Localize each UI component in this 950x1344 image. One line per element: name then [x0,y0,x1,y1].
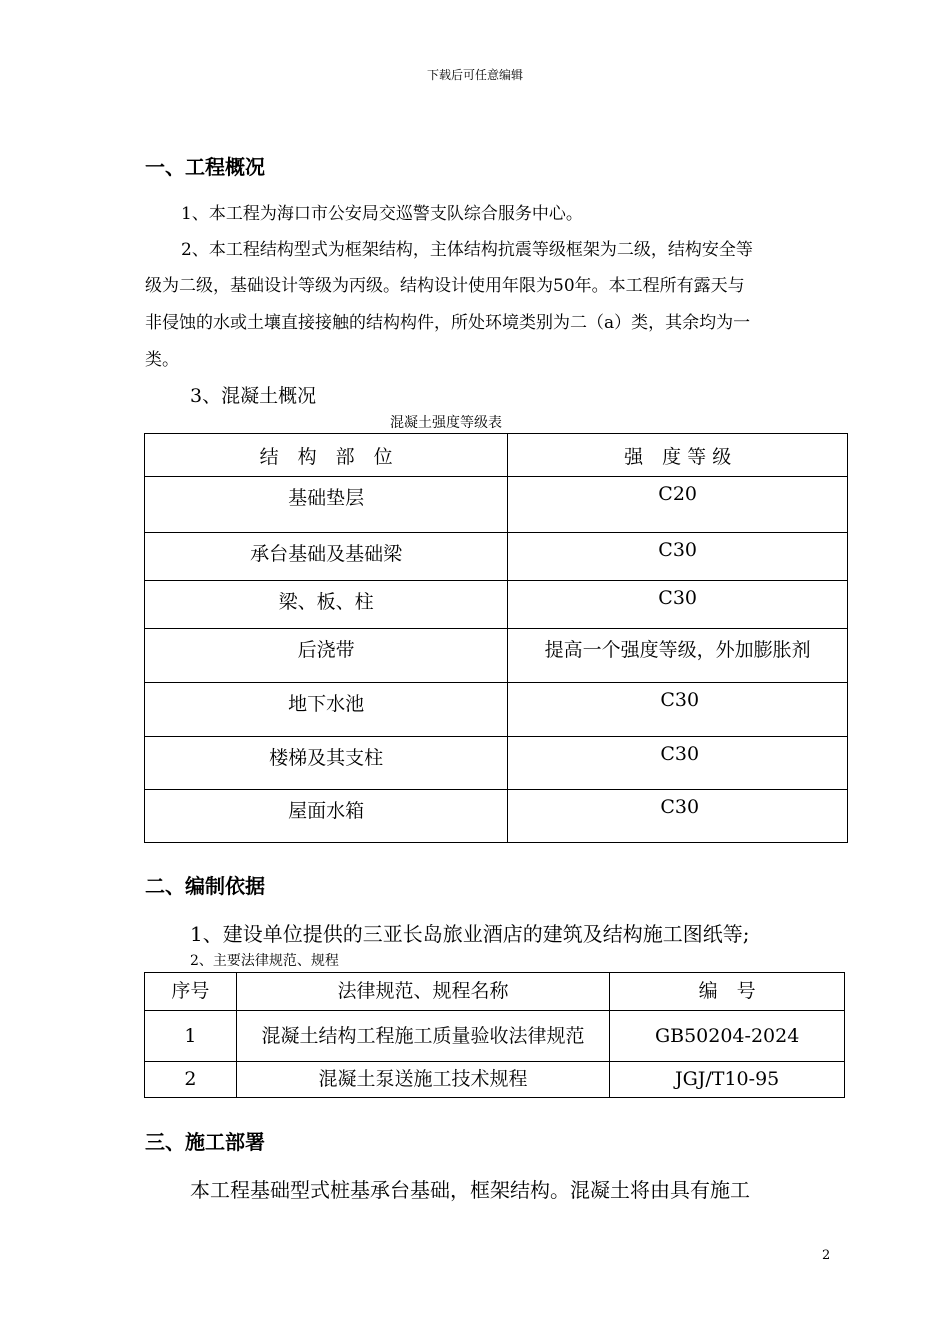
table1-cell-grade: C30 [508,737,848,790]
concrete-strength-table [144,433,848,843]
section1-item1: 1、本工程为海口市公安局交巡警支队综合服务中心。 [181,204,583,224]
page-header: 下载后可任意编辑 [426,68,523,82]
section1-item2-line4: 类。 [145,350,179,370]
table2-header-name: 法律规范、规程名称 [236,973,609,1011]
table-row [145,477,848,533]
section1-item2-line3: 非侵蚀的水或土壤直接接触的结构构件，所处环境类别为二（a）类，其余均为一 [145,313,751,333]
table2-header-index: 序号 [145,973,237,1011]
table-row [145,1011,845,1062]
section3-paragraph: 本工程基础型式桩基承台基础，框架结构。混凝土将由具有施工 [190,1178,750,1202]
table2-cell-index: 2 [145,1062,237,1098]
table1-cell-location: 楼梯及其支柱 [145,737,508,790]
table1-cell-location: 承台基础及基础梁 [145,533,508,581]
section2-heading: 二、编制依据 [145,874,265,898]
table1-header-location: 结 构 部 位 [145,434,508,477]
table2-cell-index: 1 [145,1011,237,1062]
section3-heading: 三、施工部署 [145,1130,265,1154]
table1-cell-location: 后浇带 [145,629,508,683]
table2-header-code: 编 号 [610,973,845,1011]
table-row [145,790,848,843]
table-row [145,1062,845,1098]
table1-cell-location: 地下水池 [145,683,508,737]
table-row [145,629,848,683]
table1-caption: 混凝土强度等级表 [390,415,502,431]
regulations-table [144,972,845,1098]
section1-heading: 一、工程概况 [145,155,265,179]
section2-item1: 1、建设单位提供的三亚长岛旅业酒店的建筑及结构施工图纸等; [190,922,750,946]
table1-header-row [145,434,848,477]
table2-cell-name: 混凝土结构工程施工质量验收法律规范 [236,1011,609,1062]
table1-cell-location: 屋面水箱 [145,790,508,843]
table1-header-grade: 强 度 等 级 [508,434,848,477]
section1-item2-line2: 级为二级，基础设计等级为丙级。结构设计使用年限为50年。本工程所有露天与 [145,276,745,296]
table1-cell-grade: C30 [508,533,848,581]
section1-item2-line1: 2、本工程结构型式为框架结构，主体结构抗震等级框架为二级，结构安全等 [181,240,753,260]
table-row [145,533,848,581]
table1-cell-grade: 提高一个强度等级，外加膨胀剂 [508,629,848,683]
table1-cell-grade: C30 [508,683,848,737]
table-row [145,581,848,629]
table2-cell-name: 混凝土泵送施工技术规程 [236,1062,609,1098]
table2-header-row [145,973,845,1011]
table-row [145,737,848,790]
table2-cell-code: GB50204-2024 [610,1011,845,1062]
table1-cell-location: 梁、板、柱 [145,581,508,629]
section2-item2: 2、主要法律规范、规程 [190,953,339,969]
table-row [145,683,848,737]
section1-item3: 3、混凝土概况 [190,385,317,407]
table1-cell-grade: C30 [508,581,848,629]
table1-cell-grade: C30 [508,790,848,843]
table2-cell-code: JGJ/T10-95 [610,1062,845,1098]
table1-cell-grade: C20 [508,477,848,533]
table1-cell-location: 基础垫层 [145,477,508,533]
page-number: 2 [822,1248,831,1263]
